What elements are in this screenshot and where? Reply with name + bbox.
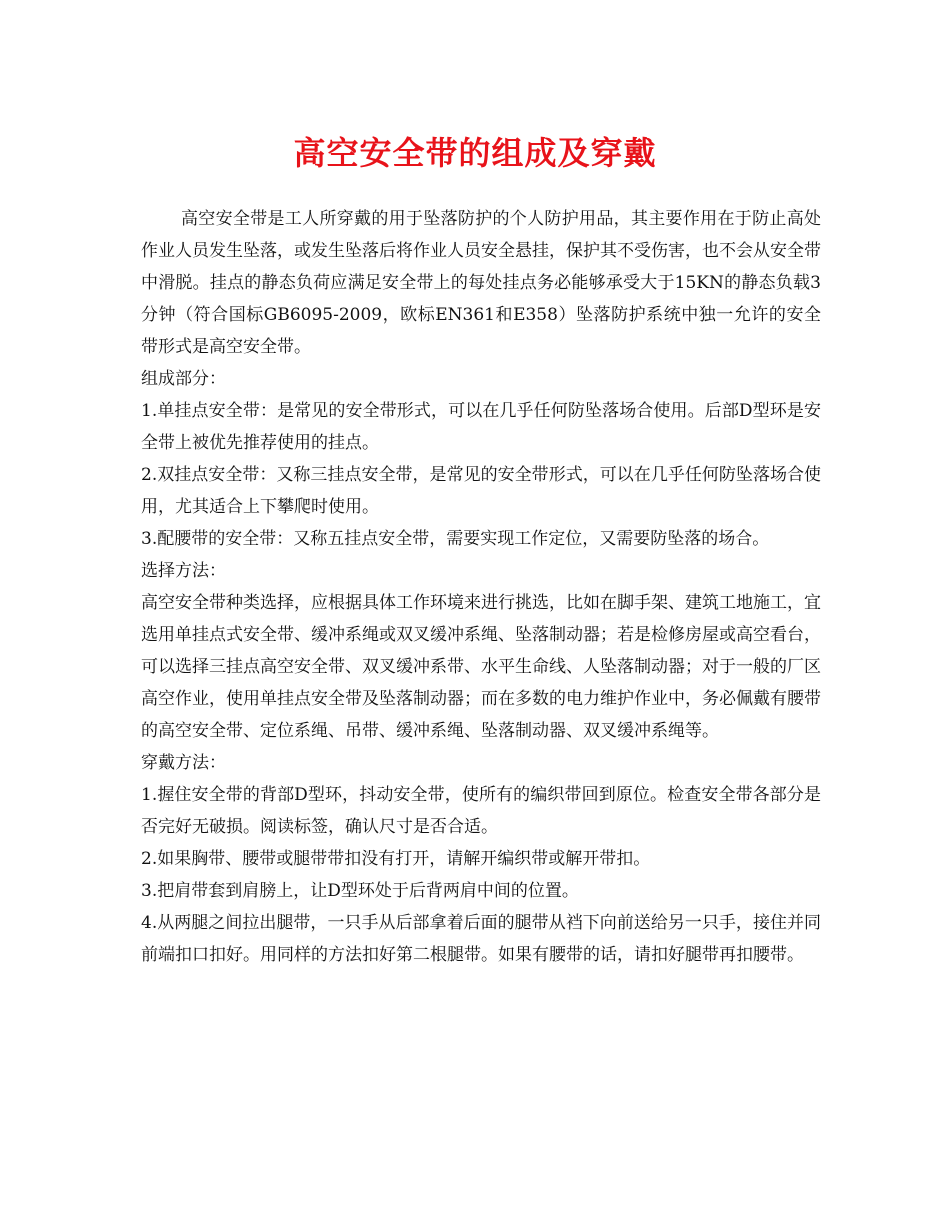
intro-paragraph: 高空安全带是工人所穿戴的用于坠落防护的个人防护用品，其主要作用在于防止高处作业人员发生坠落，或发生坠落后将作业人员安全悬挂，保护其不受伤害，也不会从安全带中滑脱。挂点的静态负荷应满足安全带上的每处挂点务必能够承受大于15KN的静态负载3分钟（符合国标GB6095-2009，欧标EN361和E358）坠落防护系统中独一允许的安全带形式是高空安全带。 xyxy=(141,209,821,357)
list-item: 3.把肩带套到肩膀上，让D型环处于后背两肩中间的位置。 xyxy=(141,881,579,901)
section-heading-components: 组成部分： xyxy=(141,369,226,389)
document-body xyxy=(141,203,821,971)
section-heading-selection: 选择方法： xyxy=(141,561,226,581)
list-item: 1.握住安全带的背部D型环，抖动安全带，使所有的编织带回到原位。检查安全带各部分是否完好无破损。阅读标签，确认尺寸是否合适。 xyxy=(141,785,821,837)
section-heading-wearing: 穿戴方法： xyxy=(141,753,226,773)
list-item: 1.单挂点安全带：是常见的安全带形式，可以在几乎任何防坠落场合使用。后部D型环是安全带上被优先推荐使用的挂点。 xyxy=(141,401,821,453)
document-title: 高空安全带的组成及穿戴 xyxy=(293,134,657,172)
list-item: 4.从两腿之间拉出腿带，一只手从后部拿着后面的腿带从裆下向前送给另一只手，接住并同前端扣口扣好。用同样的方法扣好第二根腿带。如果有腰带的话，请扣好腿带再扣腰带。 xyxy=(141,913,821,965)
list-item: 2.双挂点安全带：又称三挂点安全带，是常见的安全带形式，可以在几乎任何防坠落场合使用，尤其适合上下攀爬时使用。 xyxy=(141,465,821,517)
selection-paragraph: 高空安全带种类选择，应根据具体工作环境来进行挑选，比如在脚手架、建筑工地施工，宜选用单挂点式安全带、缓冲系绳或双叉缓冲系绳、坠落制动器；若是检修房屋或高空看台，可以选择三挂点高空安全带、双叉缓冲系带、水平生命线、人坠落制动器；对于一般的厂区高空作业，使用单挂点安全带及坠落制动器；而在多数的电力维护作业中，务必佩戴有腰带的高空安全带、定位系绳、吊带、缓冲系绳、坠落制动器、双叉缓冲系绳等。 xyxy=(141,593,821,741)
list-item: 3.配腰带的安全带：又称五挂点安全带，需要实现工作定位，又需要防坠落的场合。 xyxy=(141,529,770,549)
list-item: 2.如果胸带、腰带或腿带带扣没有打开，请解开编织带或解开带扣。 xyxy=(141,849,651,869)
